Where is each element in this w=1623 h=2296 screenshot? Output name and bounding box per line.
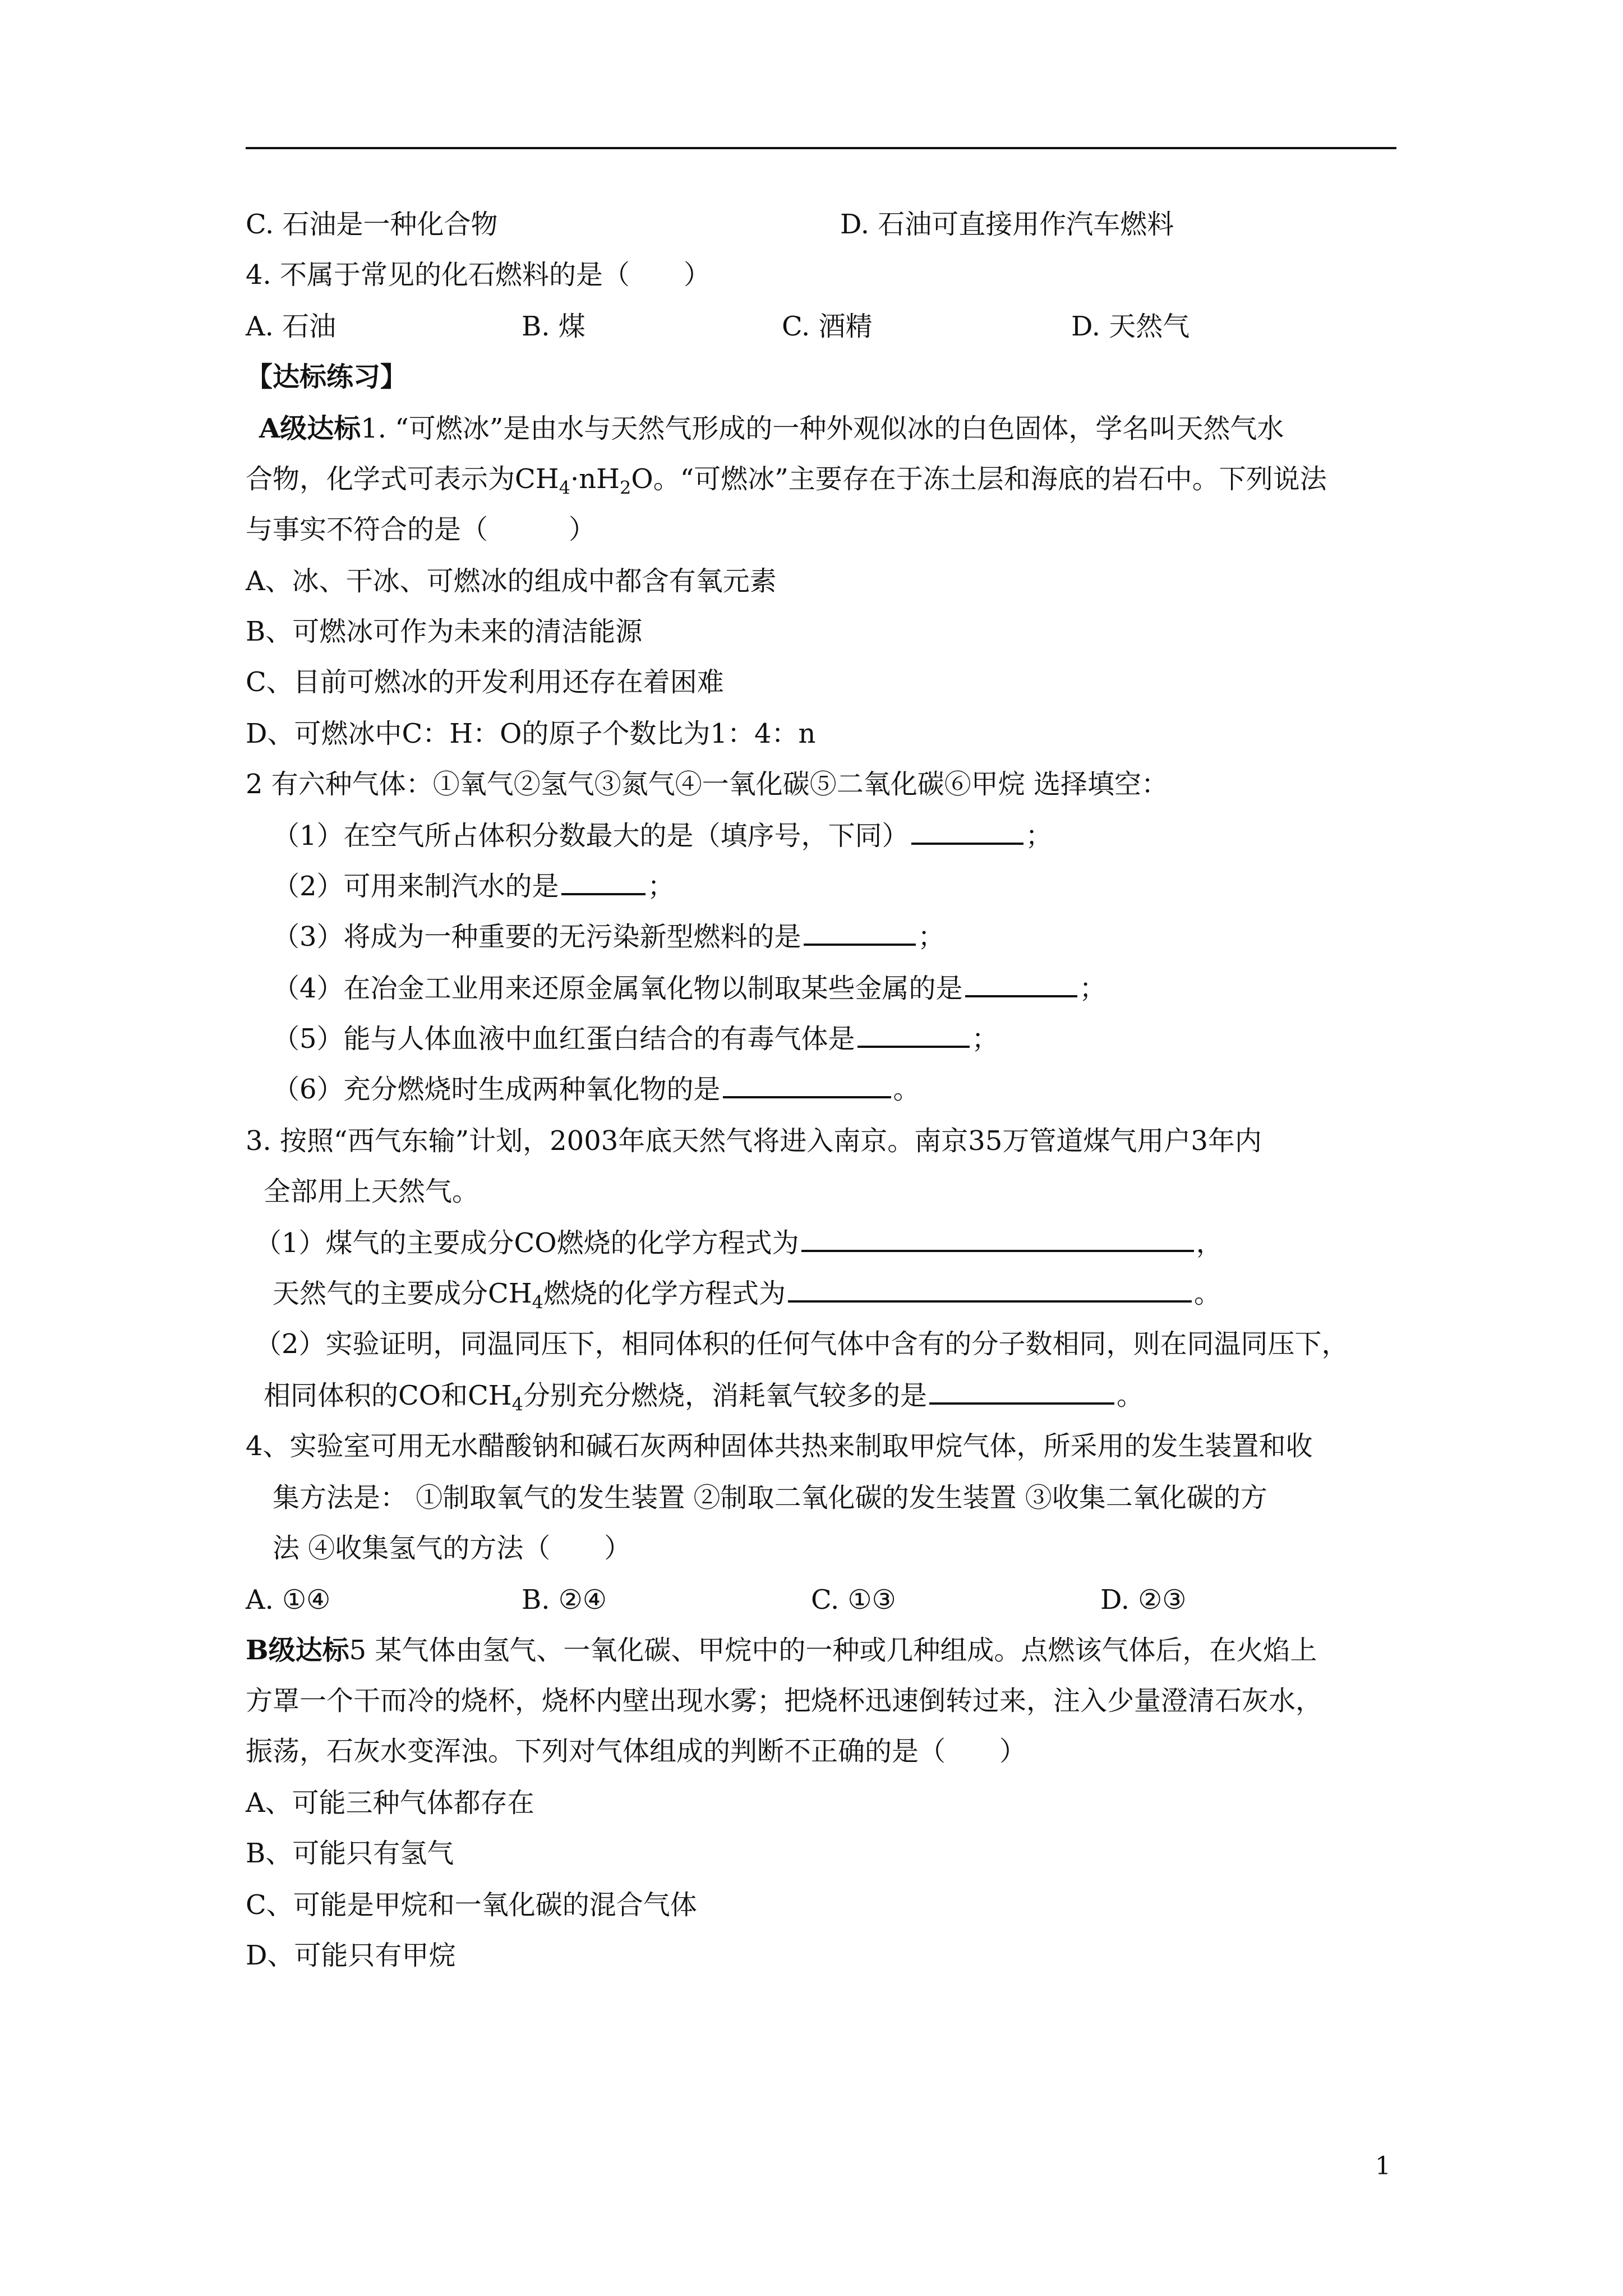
question-text: 分别充分燃烧，消耗氧气较多的是 [523,1380,928,1411]
question-1-line [246,462,1327,505]
subscript: 4 [511,1393,524,1415]
fill-item [273,972,1106,1005]
option-b: B、可燃冰可作为未来的清洁能源 [246,616,643,647]
fill-item [273,1073,920,1106]
answer-blank[interactable] [911,820,1023,845]
answer-blank[interactable] [801,1227,1194,1252]
question-text: 。 [1117,1380,1144,1411]
question-5-line: 振荡，石灰水变浑浊。下列对气体组成的判断不正确的是（ ） [246,1736,1027,1767]
option-d: D、可燃冰中C：H：O的原子个数比为1：4：n [246,718,816,749]
answer-blank[interactable] [929,1380,1114,1405]
fill-item-text: （5）能与人体血液中血红蛋白结合的有毒气体是 [273,1023,855,1055]
answer-blank[interactable] [723,1074,891,1098]
question-5-line [246,1634,1317,1667]
section-heading: 【达标练习】 [246,361,408,393]
page-number: 1 [1375,2152,1391,2180]
question-text: ， [1196,1227,1223,1259]
question-3-line: 全部用上天然气。 [264,1176,479,1207]
b-level-label: B级达标 [246,1635,349,1666]
option-d: D. 天然气 [1071,311,1190,342]
option-d: D、可能只有甲烷 [246,1940,456,1971]
option-b: B. ②④ [522,1584,607,1616]
fill-item [273,869,675,903]
header-rule [246,147,1396,149]
option-c: C. 石油是一种化合物 [246,209,498,240]
question-text: 合物，化学式可表示为CH [246,463,559,495]
question-4-line: 4、实验室可用无水醋酸钠和碱石灰两种固体共热来制取甲烷气体，所采用的发生装置和收 [246,1430,1313,1462]
option-row [246,208,498,241]
fill-item-text: （4）在冶金工业用来还原金属氧化物以制取某些金属的是 [273,973,963,1004]
fill-item-text: （6）充分燃烧时生成两种氧化物的是 [273,1074,721,1105]
question-text: ·nH [570,463,620,495]
option-c: C. ①③ [811,1584,896,1616]
fill-item-text: （3）将成为一种重要的无污染新型燃料的是 [273,921,801,953]
option-d: D. ②③ [1100,1584,1187,1616]
fill-item-end: 。 [893,1074,920,1105]
option-a: A、可能三种气体都存在 [246,1787,534,1819]
a-level-label: A级达标 [259,413,361,444]
question-3-part-1 [273,1277,1221,1319]
fill-item-end: ； [971,1023,999,1055]
option-c: C、目前可燃冰的开发利用还存在着困难 [246,666,724,698]
fill-item [273,819,1053,853]
option-b: B、可能只有氢气 [246,1838,454,1869]
question-text: 1. “可燃冰”是由水与天然气形成的一种外观似冰的白色固体，学名叫天然气水 [361,413,1284,444]
question-3-line: 3. 按照“西气东输”计划，2003年底天然气将进入南京。南京35万管道煤气用户3年内 [246,1125,1262,1157]
question-2-stem: 2 有六种气体：①氧气②氢气③氮气④一氧化碳⑤二氧化碳⑥甲烷 选择填空： [246,769,1169,800]
subscript: 4 [559,477,570,499]
fill-item-end: ； [917,921,945,953]
fill-item [273,920,945,954]
question-3-part-2 [264,1379,1144,1421]
question-text: O。“可燃冰”主要存在于冻土层和海底的岩石中。下列说法 [631,463,1327,495]
option-row [840,208,1174,241]
answer-blank[interactable] [857,1023,970,1048]
option-d: D. 石油可直接用作汽车燃料 [840,209,1174,240]
question-1-line: 与事实不符合的是（ ） [246,514,596,545]
question-text: 燃烧的化学方程式为 [543,1278,786,1309]
fill-item-text: （1）在空气所占体积分数最大的是（填序号，下同） [273,820,909,852]
question-text: 。 [1193,1278,1221,1309]
question-text: （1）煤气的主要成分CO燃烧的化学方程式为 [255,1227,799,1259]
subscript: 4 [532,1291,543,1313]
question-stem: 4. 不属于常见的化石燃料的是（ ） [246,259,711,291]
question-text: 5 某气体由氢气、一氧化碳、甲烷中的一种或几种组成。点燃该气体后，在火焰上 [349,1635,1317,1666]
question-5-line: 方罩一个干而冷的烧杯，烧杯内壁出现水雾；把烧杯迅速倒转过来，注入少量澄清石灰水， [246,1685,1323,1717]
fill-item-end: ； [1079,973,1106,1004]
question-text: 相同体积的CO和CH [264,1380,512,1411]
fill-item-end: ； [647,871,675,902]
question-text: 天然气的主要成分CH [273,1278,532,1309]
answer-blank[interactable] [804,921,916,946]
question-3-part-1 [255,1226,1223,1260]
option-a: A. 石油 [246,311,336,342]
question-3-part-2: （2）实验证明，同温同压下，相同体积的任何气体中含有的分子数相同，则在同温同压下， [255,1328,1349,1360]
option-b: B. 煤 [522,311,585,342]
answer-blank[interactable] [788,1278,1192,1303]
option-a: A、冰、干冰、可燃冰的组成中都含有氧元素 [246,565,777,597]
question-1-line [259,412,1284,445]
answer-blank[interactable] [965,973,1077,997]
option-c: C. 酒精 [782,311,873,342]
option-c: C、可能是甲烷和一氧化碳的混合气体 [246,1889,697,1921]
question-4-line: 集方法是： ①制取氧气的发生装置 ②制取二氧化碳的发生装置 ③收集二氧化碳的方 [273,1482,1267,1513]
option-a: A. ①④ [246,1584,331,1616]
fill-item-end: ； [1025,820,1053,852]
subscript: 2 [619,477,631,499]
answer-blank[interactable] [561,871,645,895]
fill-item-text: （2）可用来制汽水的是 [273,871,559,902]
question-4-line: 法 ④收集氢气的方法（ ） [273,1533,631,1564]
fill-item [273,1022,999,1056]
